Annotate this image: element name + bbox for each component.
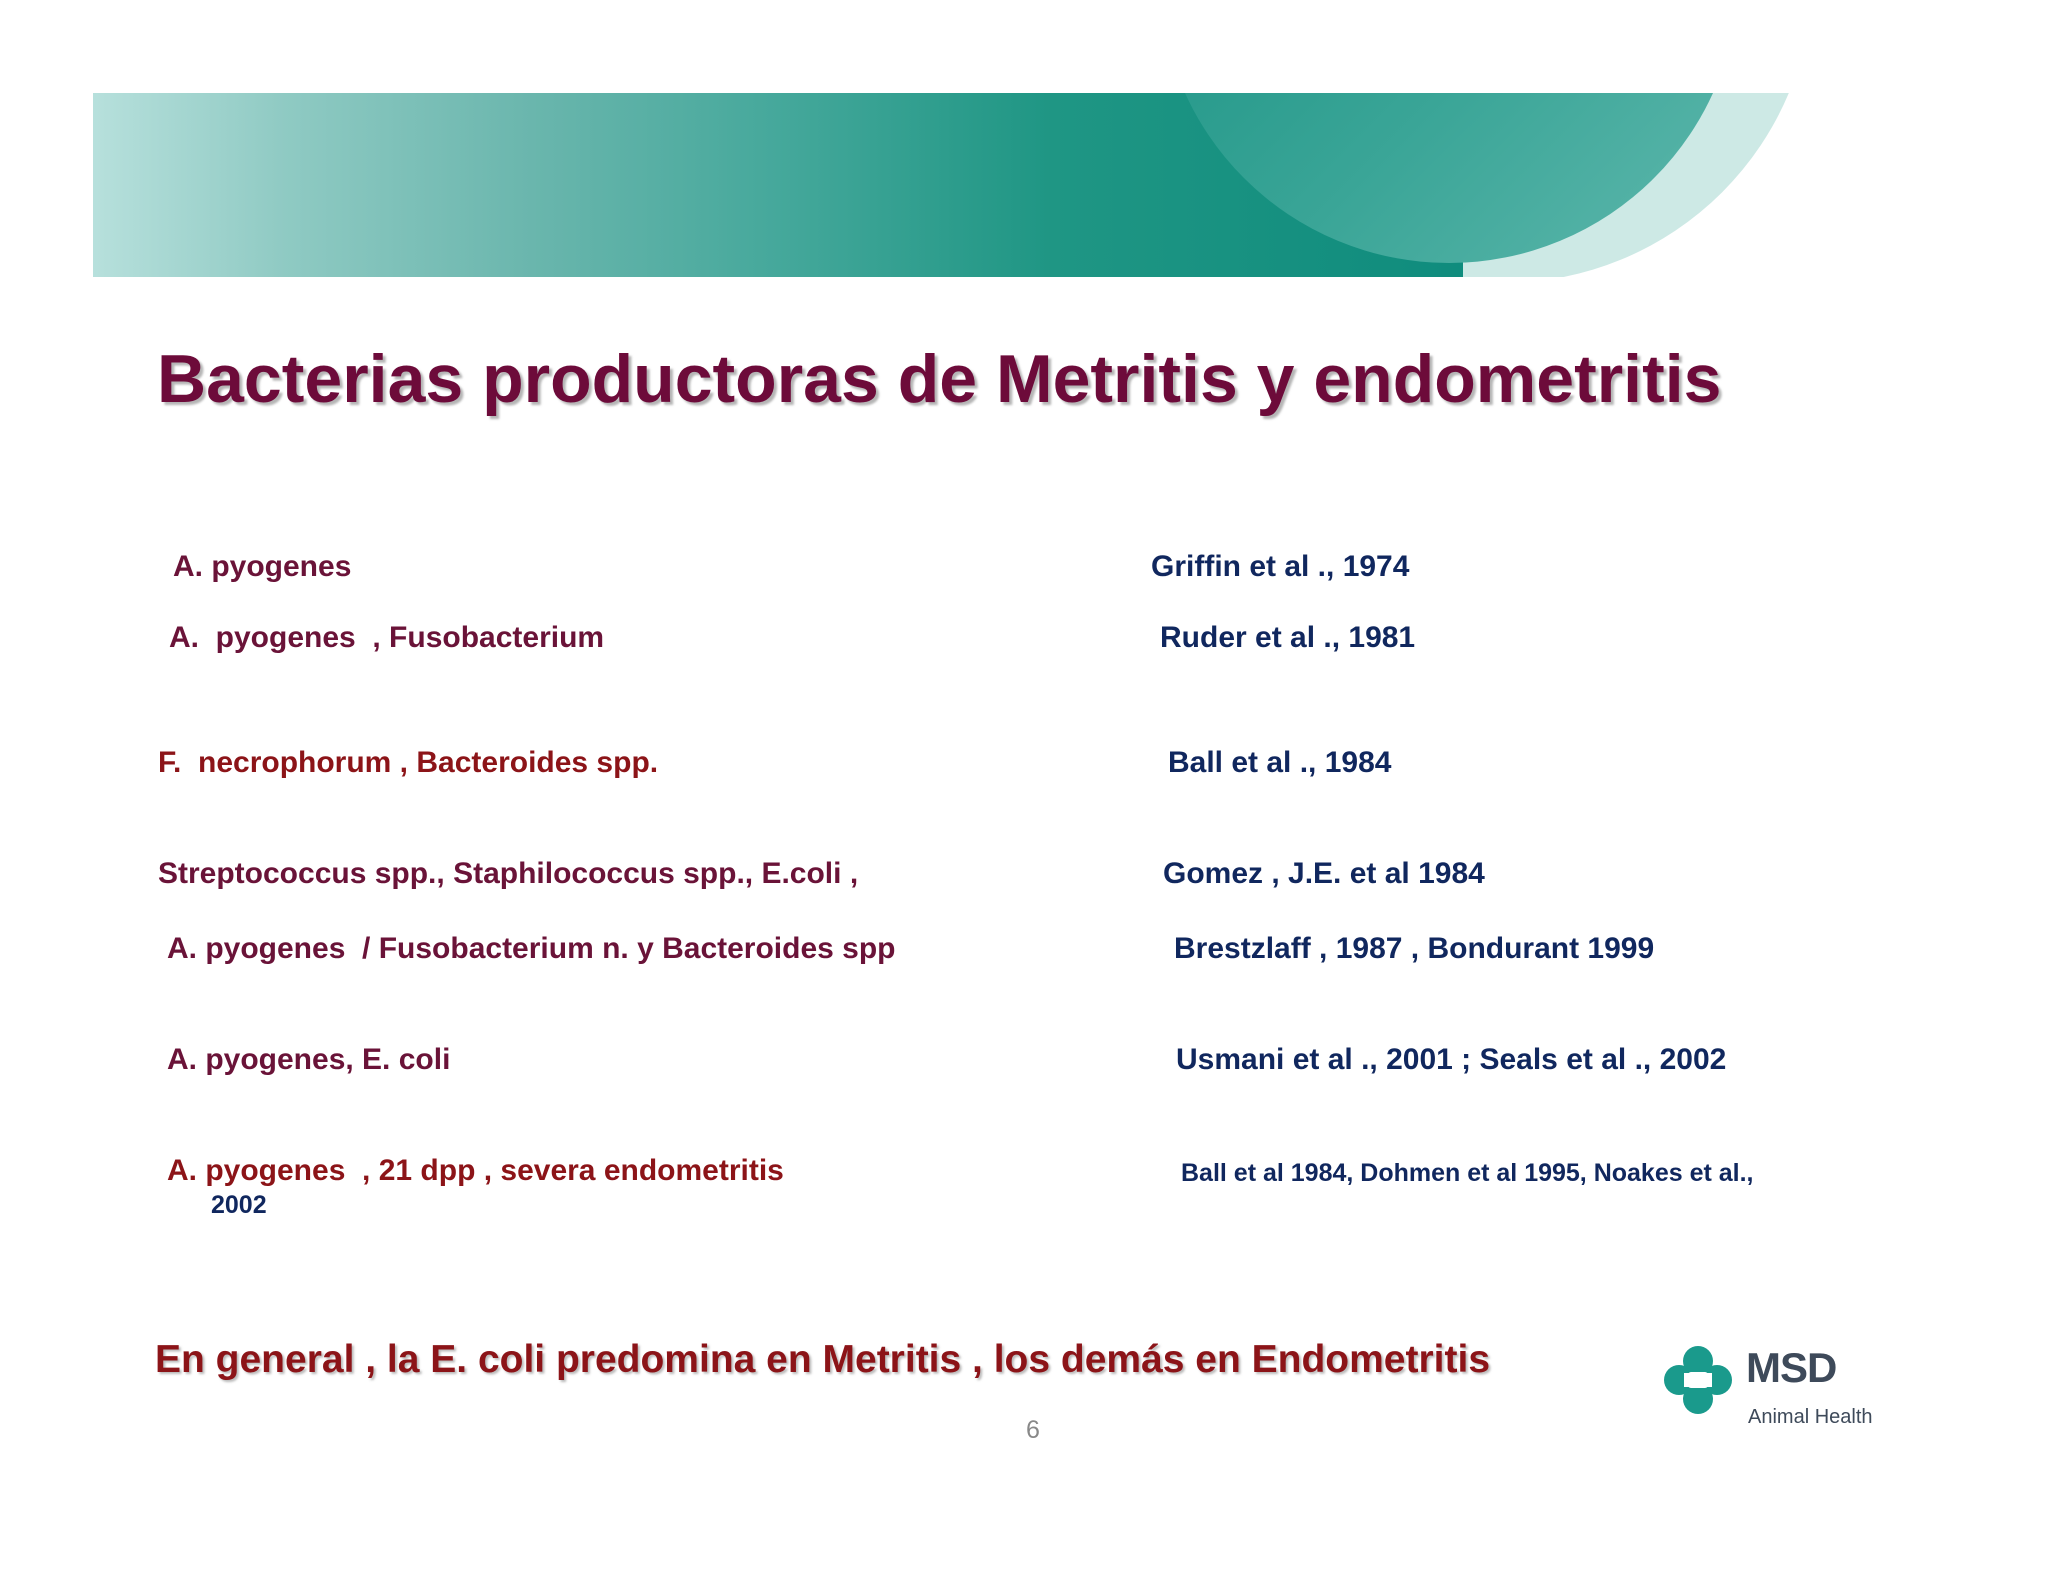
bacteria-item: A. pyogenes , Fusobacterium (169, 621, 605, 654)
reference-item: Ball et al ., 1984 (1168, 746, 1392, 779)
logo-brand: MSD (1746, 1344, 1837, 1391)
bacteria-item: A. pyogenes, E. coli (167, 1043, 451, 1076)
bacteria-item: A. pyogenes / Fusobacterium n. y Bacteroides spp (167, 932, 896, 965)
msd-logo-icon (1664, 1346, 1732, 1414)
reference-item: Ruder et al ., 1981 (1160, 621, 1416, 654)
msd-logo (1664, 1346, 1904, 1426)
reference-item: Brestzlaff , 1987 , Bondurant 1999 (1174, 932, 1655, 965)
bacteria-item: F. necrophorum , Bacteroides spp. (158, 746, 659, 779)
conclusion-text: En general , la E. coli predomina en Metritis , los demás en Endometritis (155, 1338, 1491, 1381)
header-banner (93, 93, 1793, 277)
reference-continuation: 2002 (211, 1191, 267, 1219)
reference-item: Usmani et al ., 2001 ; Seals et al ., 2002 (1176, 1043, 1727, 1076)
bacteria-item: A. pyogenes , 21 dpp , severa endometritis (167, 1154, 784, 1187)
bacteria-item: A. pyogenes (173, 550, 352, 583)
reference-item: Gomez , J.E. et al 1984 (1163, 857, 1485, 890)
bacteria-item: Streptococcus spp., Staphilococcus spp., E.coli , (158, 857, 859, 890)
logo-tagline: Animal Health (1748, 1406, 1873, 1428)
slide-title: Bacterias productoras de Metritis y endometritis (157, 341, 1722, 417)
page-number: 6 (1026, 1416, 1040, 1444)
reference-item: Griffin et al ., 1974 (1151, 550, 1410, 583)
reference-item: Ball et al 1984, Dohmen et al 1995, Noakes et al., (1181, 1159, 1754, 1187)
